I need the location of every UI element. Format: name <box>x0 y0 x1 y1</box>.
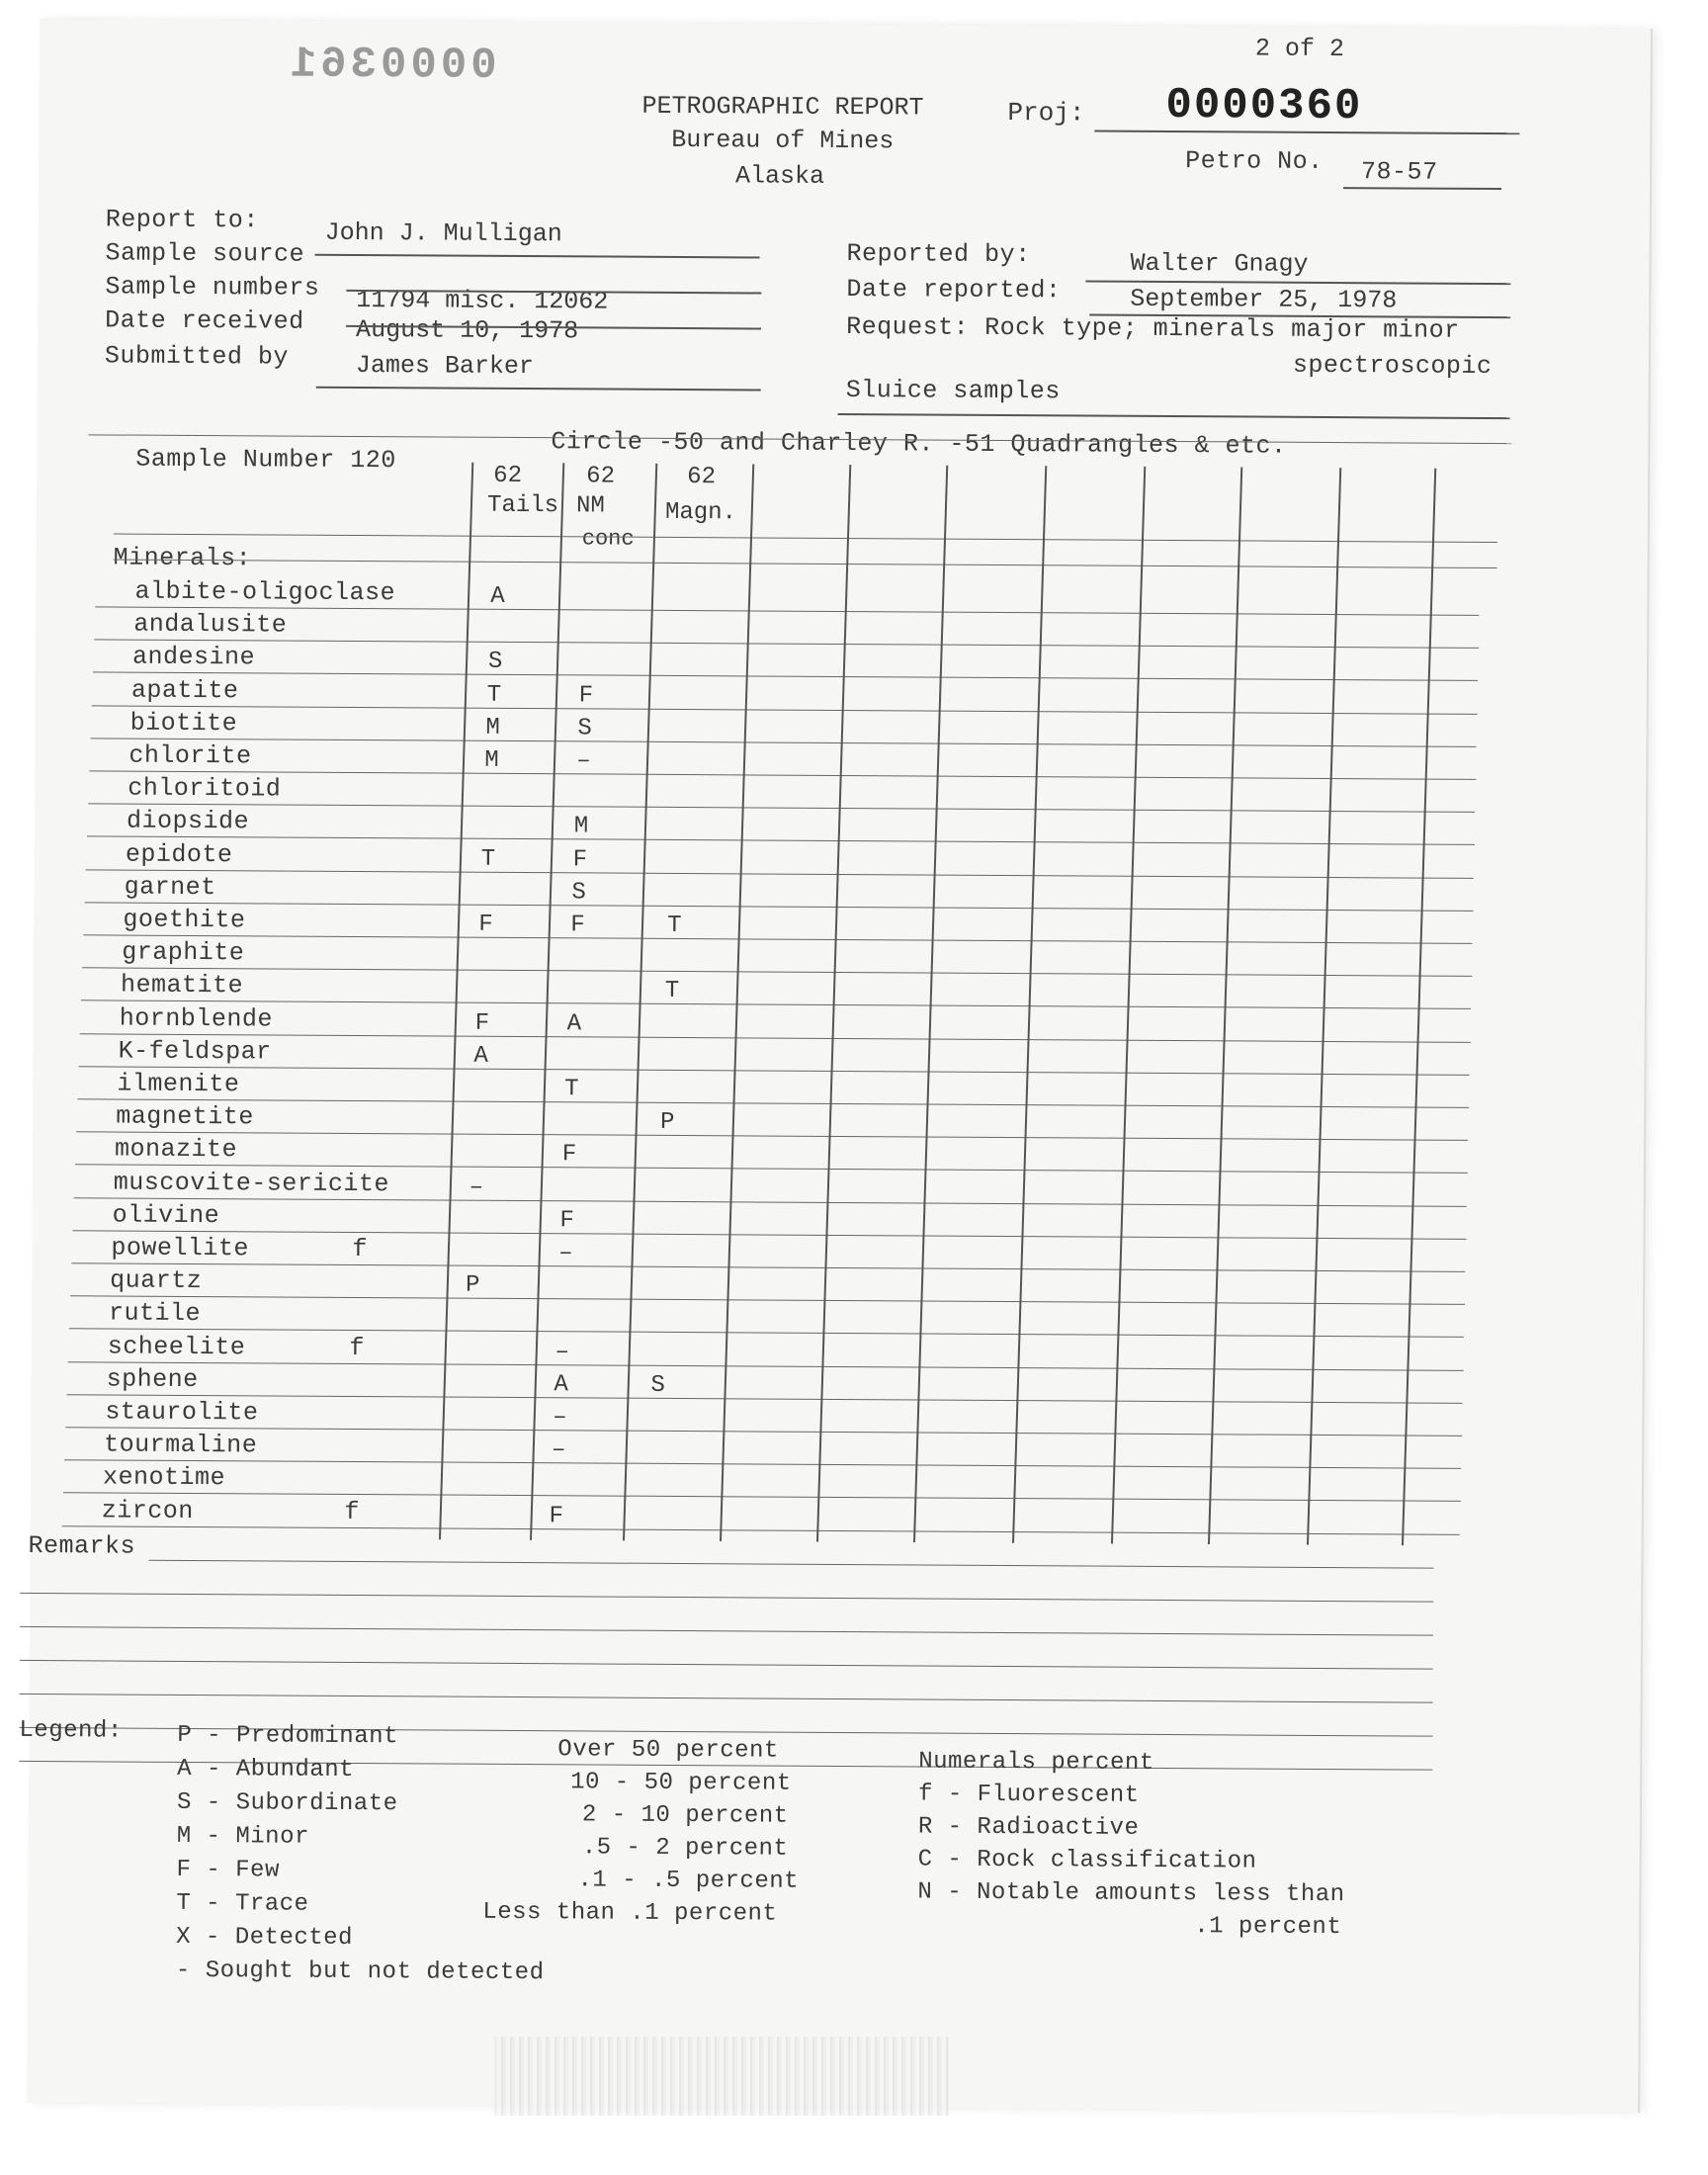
mineral-name: andesine <box>131 642 256 672</box>
abundance-cell: T <box>667 912 682 940</box>
row-line <box>86 869 1474 879</box>
remarks-line <box>20 1660 1433 1670</box>
row-line <box>63 1493 1460 1503</box>
date-received-value: August 10, 1978 <box>356 314 579 346</box>
minerals-heading: Minerals: <box>113 543 252 573</box>
reported-by-value: Walter Gnagy <box>1130 248 1309 279</box>
row-line <box>67 1394 1463 1404</box>
legend-note: Numerals percent <box>918 1748 1154 1777</box>
column-line <box>816 465 851 1542</box>
abundance-cell: M <box>485 714 500 741</box>
date-reported-value: September 25, 1978 <box>1130 284 1398 315</box>
mineral-name: olivine <box>112 1200 220 1230</box>
abundance-cell: M <box>484 746 499 774</box>
legend-label: Legend: <box>19 1716 123 1745</box>
row-line <box>89 770 1475 780</box>
abundance-cell: S <box>650 1371 665 1399</box>
legend-note: N - Notable amounts less than <box>917 1878 1345 1909</box>
col3-label: Magn. <box>664 498 737 527</box>
sluice-line <box>838 413 1510 419</box>
sample-source-label: Sample source <box>105 238 305 269</box>
proj-label: Proj: <box>1007 98 1085 129</box>
legend-code: X - Detected <box>176 1923 354 1952</box>
submitted-by-value: James Barker <box>355 350 534 382</box>
mineral-name: chloritoid <box>128 773 282 804</box>
row-line <box>76 1131 1468 1141</box>
mineral-name: hornblende <box>119 1003 273 1034</box>
column-line <box>913 466 948 1543</box>
page-number: 2 of 2 <box>1254 34 1344 64</box>
mineral-name: rutile <box>108 1298 202 1329</box>
remarks-line <box>20 1626 1433 1636</box>
mineral-name: staurolite <box>105 1397 259 1428</box>
abundance-cell: M <box>573 813 589 840</box>
report-to-line <box>315 254 760 259</box>
abundance-cell: S <box>487 649 503 676</box>
mineral-name: powellite <box>111 1233 250 1263</box>
petro-number: 78-57 <box>1361 157 1438 187</box>
row-line <box>64 1459 1461 1469</box>
mineral-name: K-feldspar <box>118 1036 272 1067</box>
date-reported-label: Date reported: <box>846 275 1062 305</box>
abundance-cell: A <box>554 1371 568 1399</box>
row-line <box>85 902 1473 912</box>
fluorescent-flag: f <box>352 1234 368 1264</box>
fluorescent-flag: f <box>344 1497 360 1526</box>
remarks-lines <box>40 19 1651 29</box>
row-line <box>79 1066 1470 1076</box>
report-title: PETROGRAPHIC REPORT <box>641 91 924 123</box>
abundance-cell: – <box>551 1436 566 1464</box>
remarks-line <box>148 1560 1433 1569</box>
row-line <box>87 836 1474 846</box>
abundance-cell: F <box>578 681 594 710</box>
request-value: Rock type; minerals major minor <box>984 312 1460 345</box>
row-line <box>77 1098 1468 1108</box>
abundance-cell: – <box>558 1240 573 1267</box>
petro-label: Petro No. <box>1185 146 1324 176</box>
legend-note: .1 percent <box>1194 1913 1342 1942</box>
mineral-name: quartz <box>110 1265 203 1296</box>
abundance-cell: F <box>549 1502 564 1529</box>
reported-by-label: Reported by: <box>846 239 1031 270</box>
column-line <box>720 464 754 1541</box>
request-cont: spectroscopic <box>1292 350 1493 382</box>
row-line <box>92 705 1477 715</box>
legend-code: A - Abundant <box>177 1755 355 1784</box>
column-line <box>1111 467 1146 1544</box>
mineral-name: epidote <box>125 839 233 869</box>
mineral-name: muscovite-sericite <box>113 1168 389 1198</box>
abundance-cell: T <box>664 978 680 1005</box>
row-line <box>65 1427 1461 1436</box>
mineral-name: xenotime <box>102 1462 226 1493</box>
row-line <box>95 606 1479 616</box>
legend-code: F - Few <box>176 1856 280 1884</box>
row-line <box>80 1033 1470 1043</box>
proj-underline <box>1094 130 1519 135</box>
petro-underline <box>1343 187 1501 190</box>
abundance-cell: P <box>465 1271 480 1299</box>
table-caption: Circle -50 and Charley R. -51 Quadrangles & etc. <box>551 427 1287 461</box>
column-line <box>1307 468 1341 1545</box>
row-line <box>73 1230 1466 1240</box>
row-line <box>68 1361 1463 1371</box>
abundance-cell: – <box>553 1404 567 1432</box>
legend-code: M - Minor <box>176 1822 309 1851</box>
date-received-label: Date received <box>105 305 304 336</box>
abundance-cell: S <box>571 879 586 907</box>
mineral-name: ilmenite <box>117 1069 240 1099</box>
mineral-name: andalusite <box>133 609 288 640</box>
abundance-cell: – <box>576 747 591 775</box>
legend-range: 10 - 50 percent <box>570 1769 792 1797</box>
legend-range: Less than .1 percent <box>482 1898 778 1928</box>
mineral-name: apatite <box>130 675 239 705</box>
column-line <box>1012 466 1047 1543</box>
abundance-cell: A <box>490 582 505 610</box>
abundance-cell: T <box>480 845 496 873</box>
org-line-1: Bureau of Mines <box>671 125 895 156</box>
mineral-name: goethite <box>123 905 246 935</box>
mirrored-stamp: 0000361 <box>286 40 497 91</box>
sluice-samples: Sluice samples <box>845 376 1061 406</box>
col3-number: 62 <box>687 464 717 491</box>
col1-number: 62 <box>493 462 523 490</box>
legend-range: .1 - .5 percent <box>577 1867 800 1895</box>
fluorescent-flag: f <box>349 1333 365 1362</box>
proj-number: 0000360 <box>1165 80 1363 132</box>
abundance-cell: F <box>572 845 588 874</box>
row-line <box>71 1262 1465 1272</box>
abundance-cell: P <box>659 1109 675 1137</box>
abundance-cell: A <box>566 1009 582 1037</box>
row-line <box>74 1197 1467 1207</box>
scan-artifact <box>494 2037 949 2116</box>
abundance-cell: F <box>570 912 585 939</box>
row-line <box>83 934 1472 944</box>
legend-code: - Sought but not detected <box>175 1957 545 1987</box>
col2-number: 62 <box>586 463 616 490</box>
legend-code: T - Trace <box>176 1889 309 1918</box>
legend-code: S - Subordinate <box>176 1788 398 1818</box>
col1-label: Tails <box>486 491 559 520</box>
legend-range: 2 - 10 percent <box>581 1801 789 1830</box>
abundance-cell: F <box>559 1207 574 1235</box>
legend-range: Over 50 percent <box>557 1736 779 1765</box>
mineral-name: monazite <box>114 1134 238 1165</box>
row-line <box>88 804 1475 814</box>
submitted-by-line <box>316 387 761 392</box>
mineral-name: chlorite <box>128 740 252 771</box>
row-line <box>93 672 1478 682</box>
mineral-name: diopside <box>126 806 250 836</box>
mineral-name: albite-oligoclase <box>134 576 396 608</box>
report-to-label: Report to: <box>105 205 259 235</box>
header-line <box>114 559 1497 568</box>
abundance-cell: F <box>478 911 493 938</box>
abundance-cell: A <box>473 1042 488 1070</box>
abundance-cell: S <box>577 715 592 742</box>
abundance-cell: T <box>486 681 502 709</box>
row-line <box>62 1525 1460 1535</box>
col2-label2: conc <box>581 526 635 552</box>
abundance-cell: F <box>561 1141 577 1169</box>
mineral-name: tourmaline <box>104 1430 258 1460</box>
sample-number-label: Sample Number 120 <box>135 444 396 476</box>
column-line <box>1208 467 1242 1544</box>
request-label: Request: <box>846 312 970 342</box>
mineral-name: biotite <box>129 708 238 739</box>
org-line-2: Alaska <box>734 161 825 191</box>
submitted-by-label: Submitted by <box>104 341 290 372</box>
row-line <box>69 1329 1464 1339</box>
remarks-label: Remarks <box>28 1530 136 1561</box>
sample-numbers-value: 11794 misc. 12062 <box>356 285 609 316</box>
column-line <box>439 463 473 1540</box>
mineral-name: sphene <box>106 1364 199 1394</box>
abundance-cell: – <box>469 1174 484 1201</box>
abundance-cell: T <box>564 1076 579 1103</box>
header-line <box>114 533 1497 543</box>
table-grid <box>40 19 1651 29</box>
mineral-name: graphite <box>122 937 245 968</box>
legend-range: .5 - 2 percent <box>581 1834 789 1863</box>
abundance-cell: F <box>474 1009 490 1037</box>
mineral-name: garnet <box>124 872 216 902</box>
row-line <box>91 738 1477 747</box>
report-sheet <box>19 19 1651 2113</box>
legend-note: f - Fluorescent <box>917 1781 1140 1809</box>
column-line <box>1402 469 1436 1546</box>
mineral-name: scheelite <box>107 1332 246 1361</box>
mineral-name: hematite <box>120 970 244 1000</box>
remarks-line <box>20 1593 1433 1603</box>
report-to-value: John J. Mulligan <box>324 218 562 249</box>
row-line <box>94 640 1478 650</box>
abundance-cell: – <box>555 1338 570 1365</box>
remarks-line <box>20 1694 1433 1703</box>
legend-note: C - Rock classification <box>917 1846 1257 1875</box>
col2-label: NM <box>575 492 605 520</box>
row-line <box>81 1000 1471 1010</box>
mineral-name: magnetite <box>116 1101 254 1132</box>
row-line <box>82 967 1471 977</box>
legend-code: P - Predominant <box>177 1721 399 1751</box>
row-line <box>70 1295 1464 1305</box>
mineral-name: zircon <box>101 1496 194 1525</box>
sample-numbers-label: Sample numbers <box>105 272 320 303</box>
legend-note: R - Radioactive <box>917 1813 1140 1842</box>
